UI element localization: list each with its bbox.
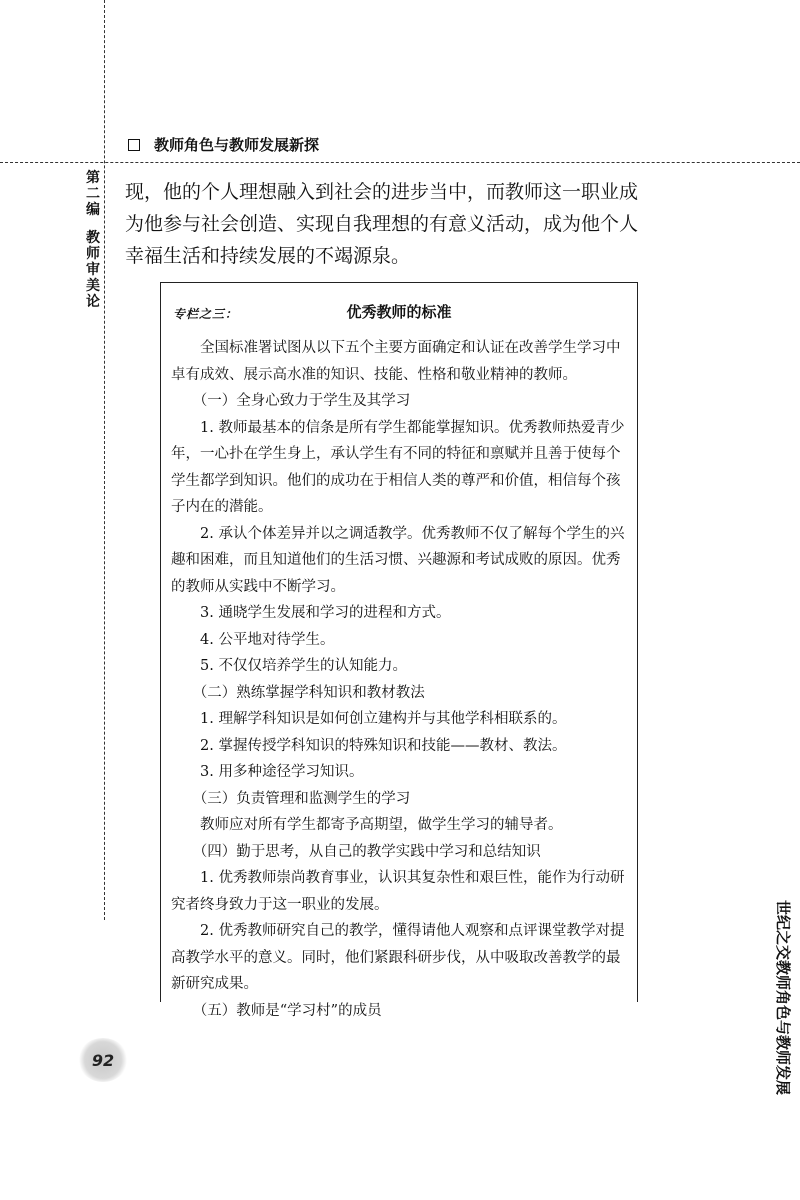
- list-item: 2. 承认个体差异并以之调适教学。优秀教师不仅了解每个学生的兴趣和困难，而且知道他们的生活习惯、兴趣源和考试成败的原因。优秀的教师从实践中不断学习。: [171, 525, 625, 595]
- sidebar-box: [160, 282, 638, 1019]
- list-item: 4. 公平地对待学生。: [200, 631, 335, 648]
- list-item: 教师应对所有学生都寄予高期望，做学生学习的辅导者。: [200, 817, 563, 833]
- side-title: 教师审美论: [86, 230, 100, 310]
- list-item: 1. 优秀教师崇尚教育事业，认识其复杂性和艰巨性，能作为行动研究者终身致力于这一职业的发展。: [171, 870, 625, 913]
- list-item: 1. 理解学科知识是如何创立建构并与其他学科相联系的。: [200, 711, 567, 727]
- list-item: 3. 用多种途径学习知识。: [200, 764, 364, 780]
- section-heading: （三）负责管理和监测学生的学习: [192, 790, 411, 807]
- list-item: 5. 不仅仅培养学生的认知能力。: [200, 658, 407, 674]
- spine-text: [770, 900, 800, 1200]
- section-heading: （二）熟练掌握学科知识和教材教法: [192, 684, 425, 701]
- box-content: [171, 335, 629, 1024]
- list-item: 1. 教师最基本的信条是所有学生都能掌握知识。优秀教师热爱青少年，一心扑在学生身上，承认学生有不同的特征和禀赋并且善于使每个学生都学到知识。他们的成功在于相信人类的尊严和价值，相信每个孩子内在的潜能。: [171, 419, 625, 515]
- section-heading: （五）教师是“学习村”的成员: [192, 1002, 382, 1019]
- section-heading: （一）全身心致力于学生及其学习: [192, 393, 411, 409]
- intro-text: 现，他的个人理想融入到社会的进步当中，而教师这一职业成为他参与社会创造、实现自我理想的有意义活动，成为他个人幸福生活和持续发展的不竭源泉。: [125, 181, 639, 267]
- side-part: 第二编: [86, 170, 100, 218]
- box-intro: 全国标准署试图从以下五个主要方面确定和认证在改善学生学习中卓有成效、展示高水准的知识、技能、性格和敬业精神的教师。: [171, 340, 621, 383]
- side-label: [86, 170, 100, 310]
- section-heading: （四）勤于思考，从自己的教学实践中学习和总结知识: [192, 843, 541, 860]
- list-item: 2. 掌握传授学科知识的特殊知识和技能——教材、教法。: [200, 737, 567, 754]
- header-title: 教师角色与教师发展新探: [154, 136, 320, 154]
- intro-paragraph: [125, 176, 645, 272]
- header-dashed-line: [0, 162, 800, 163]
- list-item: 3. 通晓学生发展和学习的进程和方式。: [200, 605, 451, 621]
- running-header: [128, 134, 319, 155]
- list-item: 2. 优秀教师研究自己的教学，懂得请他人观察和点评课堂教学对提高教学水平的意义。同时，他们紧跟科研步伐，从中吸取改善教学的最新研究成果。: [171, 923, 625, 992]
- page-number: 92: [78, 1038, 128, 1082]
- spine-label: 世纪之交教师角色与教师发展: [774, 900, 792, 1096]
- box-title: 优秀教师的标准: [346, 303, 452, 321]
- binding-dashed-line-vertical: [104, 0, 105, 920]
- square-icon: [128, 139, 140, 151]
- box-tag: 专栏之三：: [173, 307, 239, 321]
